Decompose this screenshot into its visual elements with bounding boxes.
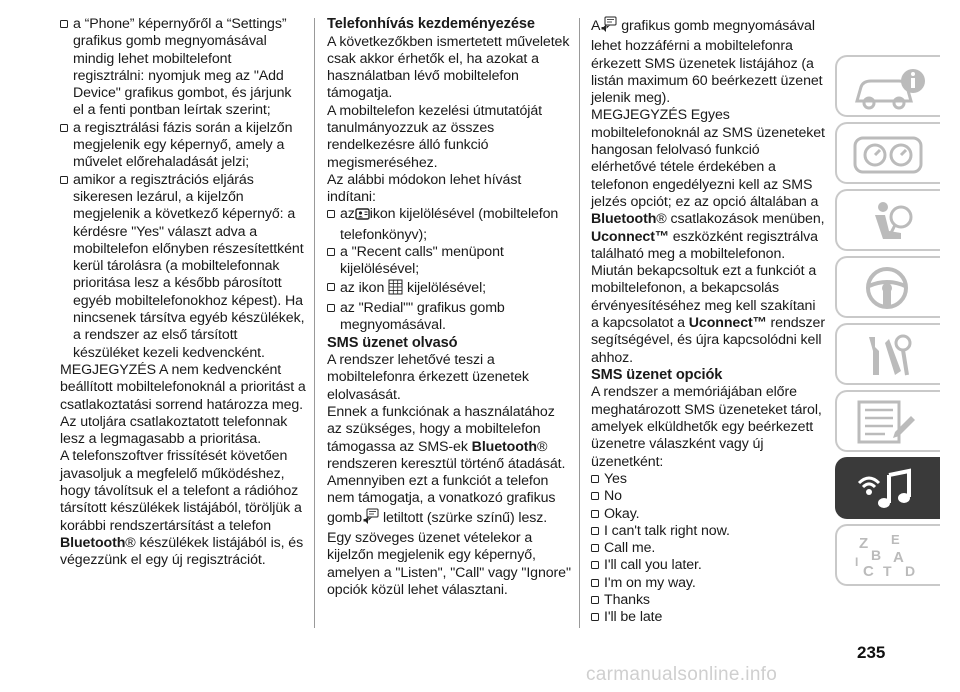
tab-airbag[interactable] [835, 189, 940, 251]
index-letter: T [883, 563, 892, 579]
sms-option-item: I can't talk right now. [591, 523, 827, 540]
index-icon [849, 532, 929, 580]
index-letter: E [891, 532, 900, 547]
phonebook-icon [355, 207, 370, 226]
paragraph: Az alábbi módokon lehet hívást indítani: [327, 171, 522, 206]
column-3 [591, 16, 827, 627]
sms-option-item: Yes [591, 471, 827, 488]
section-heading: SMS üzenet opciók [591, 366, 723, 383]
bluetooth-brand: Bluetooth [591, 211, 657, 228]
bullet-item: amikor a regisztrációs eljárás sikeresen lezárul, a kijelzőn megjelenik a következő képernyő: a kérdésre "Yes" választ adva a mobiltelefon előnyben részesítettként kerül tárolásra (a mobiltelefonnak prioritása lesz a később párosított egyéb mobiltelefonokhoz képest). Ha nincsenek társítva egyéb készülékek, a rendszer az első társított készüléket kezeli kedvencként. [60, 172, 306, 362]
sms-option-item: I'll call you later. [591, 557, 827, 574]
column-divider-left [314, 18, 315, 628]
sms-option-item: I'll be late [591, 609, 827, 626]
index-letter: B [871, 547, 882, 563]
paragraph: Ennek a funkciónak a használatához az szükséges, hogy a mobiltelefon támogassa az SMS-ek Bluetooth® rendszeren keresztül történő átadását. [327, 403, 566, 472]
index-letter: D [905, 563, 916, 579]
sms-reader-icon [362, 508, 379, 530]
sms-option-item: I'm on my way. [591, 575, 827, 592]
sms-options-list [591, 471, 827, 627]
sms-option-item: Call me. [591, 540, 827, 557]
paragraph: Egy szöveges üzenet vételekor a kijelzőn megjelenik egy képernyő, amelyen a "Listen", "Call" vagy "Ignore" opciók közül lehet választani. [327, 530, 571, 598]
paragraph: A telefonszoftver frissítését követően javasoljuk a megfelelő működéshez, hogy távolítsuk el a telefont a rádióhoz társított készülékek listájából, töröljük a korábbi rendszertársítást a telefon Bluetooth® készülékek listájából is, és végezzünk el egy új regisztrációt. [60, 448, 304, 569]
airbag-icon [849, 197, 929, 245]
section-heading: SMS üzenet olvasó [327, 334, 458, 351]
paragraph: A grafikus gomb megnyomásával lehet hozzáférni a mobiltelefonra érkezett SMS üzenetek listájához (a listán maximum 60 beérkezett üzenet jelenik meg). [591, 18, 823, 107]
paragraph: Miután bekapcsoltuk ezt a funkciót a mobiltelefonon, a bekapcsolás érvényesítéséhez meg kell szakítani a kapcsolatot a Uconnect™ rendszer segítségével, és újra kapcsolódni kell ahhoz. [591, 263, 825, 366]
bluetooth-brand: Bluetooth [60, 534, 126, 551]
chapter-tabs [835, 55, 940, 591]
multimedia-icon [849, 465, 929, 513]
tab-index[interactable] [835, 524, 940, 586]
paragraph: A rendszer a memóriájában előre meghatározott SMS üzeneteket tárol, amelyek elküldhetők egy beérkezett üzenetre válaszként vagy új üzenetként: [591, 384, 822, 470]
tools-icon [849, 331, 929, 379]
car-info-icon [849, 63, 929, 111]
steering-wheel-icon [849, 264, 929, 312]
sms-option-item: Thanks [591, 592, 827, 609]
paragraph: A rendszer lehetővé teszi a mobiltelefonra érkezett üzenetek elolvasását. [327, 352, 529, 403]
uconnect-brand: Uconnect™ [591, 228, 669, 245]
bluetooth-brand: Bluetooth [471, 438, 537, 455]
column-2 [327, 16, 573, 599]
section-heading: Telefonhívás kezdeményezése [327, 16, 535, 32]
bullet-item: az ikon kijelölésével; [327, 279, 573, 300]
bullet-item: a regisztrálási fázis során a kijelzőn megjelenik egy képernyő, amely a művelet előrehaladását jelzi; [60, 120, 306, 172]
bullet-item: az "Redial"" grafikus gomb megnyomásával. [327, 300, 573, 335]
keypad-icon [388, 279, 403, 300]
page-number: 235 [857, 643, 886, 662]
paragraph: Amennyiben ezt a funkciót a telefon nem támogatja, a vonatkozó grafikus gomb letiltott (szürke színű) lesz. [327, 473, 573, 530]
sms-option-item: No [591, 488, 827, 505]
checklist-icon [849, 398, 929, 446]
sms-option-item: Okay. [591, 506, 827, 523]
tab-steering[interactable] [835, 256, 940, 318]
note-paragraph: MEGJEGYZÉS A nem kedvencként beállított mobiltelefonoknál a prioritást a csatlakoztatási sorrend határozza meg. Az utoljára csatlakoztatott telefonnak lesz a legmagasabb a prioritása. [60, 361, 306, 448]
sms-reader-icon [600, 16, 617, 38]
paragraph: A következőkben ismertetett műveletek csak akkor érhetők el, ha azokat a használatban lévő mobiltelefon támogatja. [327, 33, 570, 102]
bullet-item: a “Phone” képernyőről a “Settings” grafikus gomb megnyomásával mindig lehet mobiltelefont regisztrálni: nyomjuk meg az "Add Device" grafikus gombot, és járjunk el a fenti pontban leírtak szerint; [60, 16, 306, 120]
note-paragraph: MEGJEGYZÉS Egyes mobiltelefonoknál az SMS üzeneteket hangosan felolvasó funkció elérhetővé tétele érdekében a telefonon engedélyezni kell az SMS jelzés opciót; ez az opció általában a Bluetooth® csatlakozások menüben, Uconnect™ eszközként regisztrálva található meg a mobiltelefonon. [591, 107, 825, 262]
watermark: carmanualsonline.info [586, 664, 778, 685]
column-divider-right [579, 18, 580, 628]
column-1 [60, 16, 306, 570]
tab-checklist[interactable] [835, 390, 940, 452]
bullet-item: a "Recent calls" menüpont kijelölésével; [327, 244, 573, 279]
uconnect-brand: Uconnect™ [688, 315, 767, 332]
tab-tools[interactable] [835, 323, 940, 385]
bullet-item: az ikon kijelölésével (mobiltelefon telefonkönyv); [327, 206, 573, 244]
tab-dashboard[interactable] [835, 122, 940, 184]
dashboard-icon [849, 130, 929, 178]
tab-car-info[interactable] [835, 55, 940, 117]
paragraph: A mobiltelefon kezelési útmutatóját tanulmányozzuk az összes rendelkezésre álló funkció megismeréséhez. [327, 102, 542, 171]
index-letter: A [893, 549, 904, 566]
index-letter: C [863, 563, 874, 580]
index-letter: I [855, 555, 859, 569]
tab-multimedia[interactable] [835, 457, 940, 519]
index-letter: Z [859, 535, 869, 552]
